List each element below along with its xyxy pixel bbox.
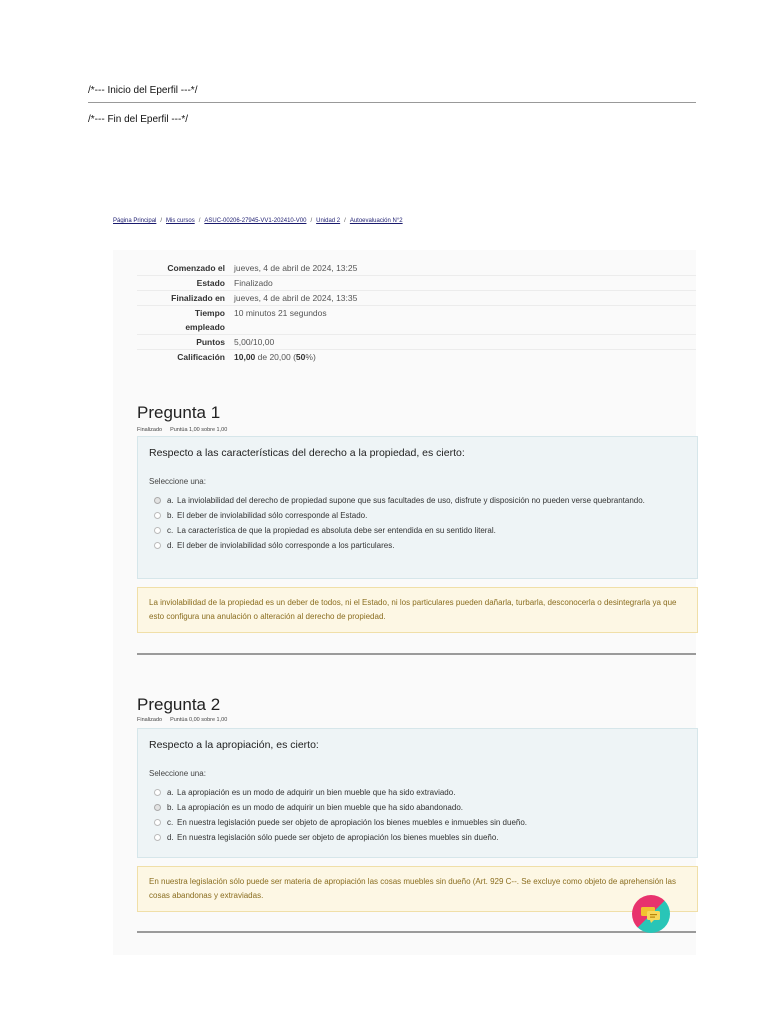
feedback-box: La inviolabilidad de la propiedad es un deber de todos, ni el Estado, ni los particulares pueden dañarla, turbarla, desconocerla o desintegrarla ya que esto configura una anulación o alteración al derecho de propiedad. (137, 587, 698, 633)
breadcrumb-course[interactable]: ASUC-00206-27945-VV1-202410-V00 (204, 218, 307, 224)
radio-button[interactable] (154, 834, 161, 841)
summary-row-grade: Calificación 10,00 de 20,00 (50%) (137, 349, 696, 364)
radio-button[interactable] (154, 527, 161, 534)
option-d[interactable]: d. El deber de inviolabilidad sólo corresponde a los particulares. (154, 539, 684, 553)
header-divider (88, 102, 696, 103)
option-a[interactable]: a. La inviolabilidad del derecho de propiedad supone que sus facultades de uso, disfrute y disposición no pueden verse quebrantando. (154, 494, 684, 508)
feedback-box: En nuestra legislación sólo puede ser materia de apropiación las cosas muebles sin dueño (Art. 929 C--. Se excluye como objeto de aprehensión las cosas abandonas y extraviadas. (137, 866, 698, 912)
option-c[interactable]: c. La característica de que la propiedad es absoluta debe ser entendida en su sentido literal. (154, 524, 684, 538)
option-a[interactable]: a. La apropiación es un modo de adquirir un bien mueble que ha sido extraviado. (154, 786, 684, 800)
option-b[interactable]: b. El deber de inviolabilidad sólo corresponde al Estado. (154, 509, 684, 523)
radio-button[interactable] (154, 804, 161, 811)
breadcrumb: Página Principal / Mis cursos / ASUC-00206-27945-VV1-202410-V00 / Unidad 2 / Autoevaluación N°2 (113, 218, 403, 224)
question-box (137, 436, 698, 579)
summary-row-finished: Finalizado en jueves, 4 de abril de 2024, 13:35 (137, 290, 696, 305)
comment-start: /*--- Inicio del Eperfil ---*/ (88, 85, 198, 96)
question-text: Respecto a las características del derecho a la propiedad, es cierto: (149, 447, 465, 459)
attempt-summary (137, 261, 696, 364)
breadcrumb-unit[interactable]: Unidad 2 (316, 218, 341, 224)
question-prompt: Seleccione una: (149, 477, 206, 486)
summary-row-started: Comenzado el jueves, 4 de abril de 2024, 13:25 (167, 263, 358, 273)
summary-row-points: Puntos 5,00/10,00 (137, 334, 696, 349)
answer-options (154, 786, 684, 846)
summary-row-state: Estado Finalizado (137, 275, 696, 290)
option-c[interactable]: c. En nuestra legislación puede ser objeto de apropiación los bienes muebles e inmuebles sin dueño. (154, 816, 684, 830)
radio-button[interactable] (154, 789, 161, 796)
chat-button[interactable] (632, 895, 670, 933)
comment-end: /*--- Fin del Eperfil ---*/ (88, 114, 189, 125)
radio-button[interactable] (154, 497, 161, 504)
breadcrumb-quiz[interactable]: Autoevaluación N°2 (349, 218, 403, 224)
chat-bubble-icon (640, 904, 662, 924)
question-prompt: Seleccione una: (149, 769, 206, 778)
radio-button[interactable] (154, 819, 161, 826)
radio-button[interactable] (154, 542, 161, 549)
question-title: Pregunta 1 (137, 403, 221, 422)
breadcrumb-home[interactable]: Página Principal (113, 218, 157, 224)
summary-row-time: Tiempo empleado 10 minutos 21 segundos (137, 305, 696, 334)
question-divider (137, 653, 696, 655)
question-box (137, 728, 698, 858)
option-b[interactable]: b. La apropiación es un modo de adquirir un bien mueble que ha sido abandonado. (154, 801, 684, 815)
radio-button[interactable] (154, 512, 161, 519)
question-text: Respecto a la apropiación, es cierto: (149, 739, 319, 751)
question-meta: Finalizado Puntúa 0,00 sobre 1,00 (137, 717, 228, 723)
question-title: Pregunta 2 (137, 695, 221, 714)
question-divider (137, 931, 696, 933)
breadcrumb-my-courses[interactable]: Mis cursos (166, 218, 195, 224)
answer-options (154, 494, 684, 554)
question-meta: Finalizado Puntúa 1,00 sobre 1,00 (137, 427, 228, 433)
option-d[interactable]: d. En nuestra legislación sólo puede ser objeto de apropiación los bienes muebles sin dueño. (154, 831, 684, 845)
